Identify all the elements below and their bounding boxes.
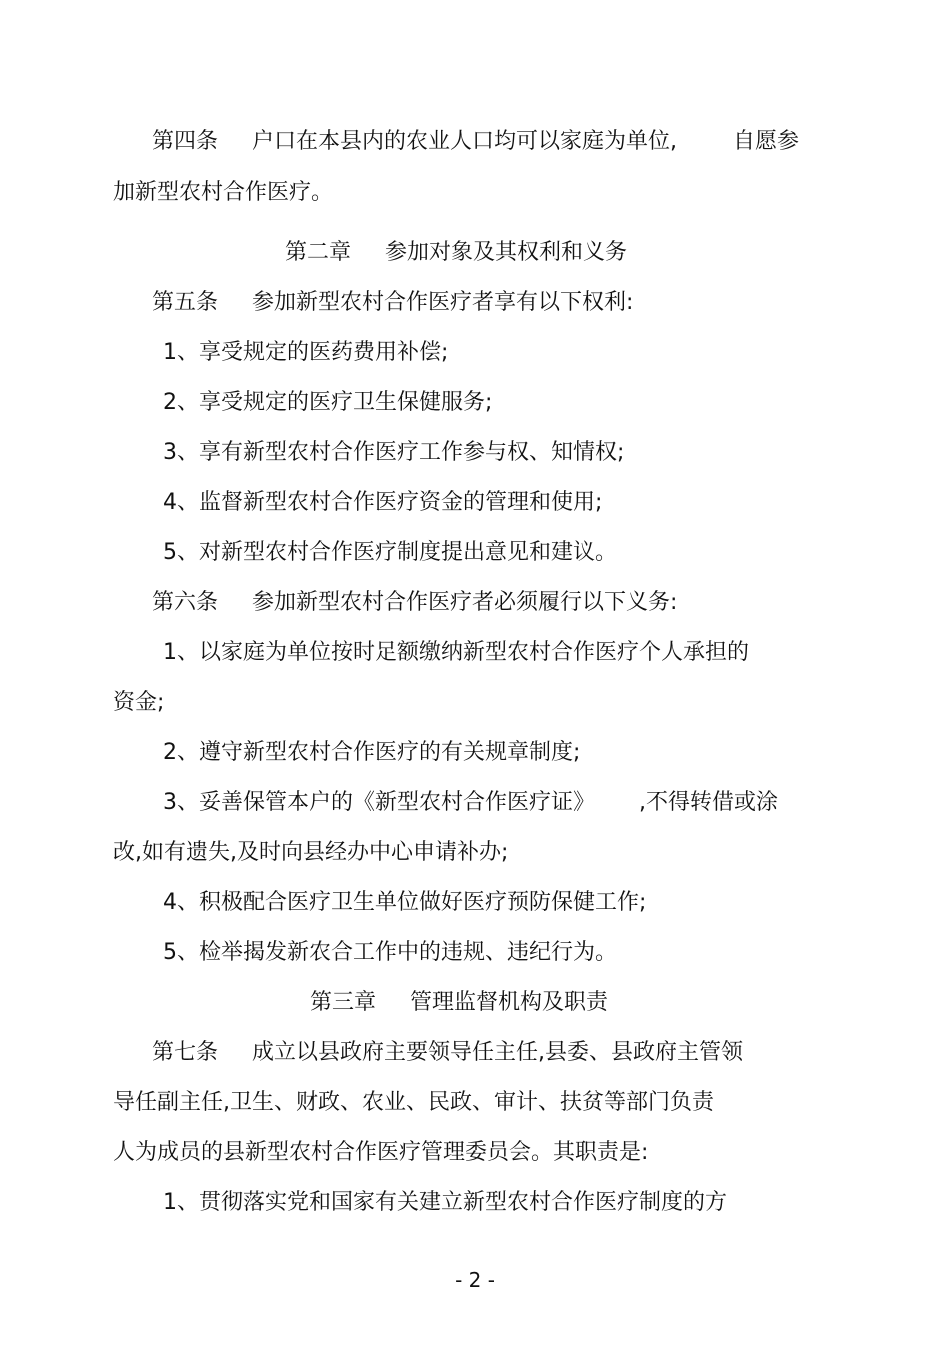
list-item: 2、遵守新型农村合作医疗的有关规章制度; — [163, 740, 581, 765]
list-item: 4、监督新型农村合作医疗资金的管理和使用; — [163, 490, 603, 515]
list-item: 1、以家庭为单位按时足额缴纳新型农村合作医疗个人承担的 — [163, 640, 749, 665]
article-label: 第五条 — [152, 290, 219, 315]
list-item: 2、享受规定的医疗卫生保健服务; — [163, 390, 493, 415]
article-7-line-1 — [152, 1038, 743, 1068]
article-label: 第七条 — [152, 1040, 219, 1065]
list-item-continuation: 改,如有遗失,及时向县经办中心申请补办; — [113, 840, 509, 865]
text-segment: 自愿参 — [733, 129, 800, 154]
article-5-line — [152, 288, 633, 318]
list-item-continuation: 资金; — [113, 690, 165, 715]
chapter-3-heading — [310, 988, 608, 1018]
list-item: 3、享有新型农村合作医疗工作参与权、知情权; — [163, 440, 625, 465]
list-item: 1、享受规定的医药费用补偿; — [163, 340, 449, 365]
text-segment: 加新型农村合作医疗。 — [113, 180, 334, 205]
article-7-line-3: 人为成员的县新型农村合作医疗管理委员会。其职责是: — [113, 1140, 649, 1165]
chapter-label: 第三章 — [310, 990, 377, 1015]
article-4-line-2 — [113, 178, 333, 208]
article-label: 第六条 — [152, 590, 219, 615]
list-item: 3、妥善保管本户的《新型农村合作医疗证》 ,不得转借或涂 — [163, 790, 778, 815]
article-label: 第四条 — [152, 129, 219, 154]
chapter-label: 第二章 — [285, 240, 352, 265]
list-item: 5、对新型农村合作医疗制度提出意见和建议。 — [163, 540, 617, 565]
list-item: 4、积极配合医疗卫生单位做好医疗预防保健工作; — [163, 890, 647, 915]
article-7-line-2: 导任副主任,卫生、财政、农业、民政、审计、扶贫等部门负责 — [113, 1090, 714, 1115]
chapter-title: 参加对象及其权利和义务 — [385, 240, 628, 265]
list-item: 1、贯彻落实党和国家有关建立新型农村合作医疗制度的方 — [163, 1190, 727, 1215]
chapter-title: 管理监督机构及职责 — [410, 990, 609, 1015]
chapter-2-heading — [285, 238, 627, 268]
text-segment: 成立以县政府主要领导任主任,县委、县政府主管领 — [252, 1040, 744, 1065]
list-item: 5、检举揭发新农合工作中的违规、违纪行为。 — [163, 940, 617, 965]
text-segment: 参加新型农村合作医疗者享有以下权利: — [252, 290, 634, 315]
page-number: - 2 - — [455, 1268, 495, 1292]
article-6-line — [152, 588, 677, 618]
text-segment: 参加新型农村合作医疗者必须履行以下义务: — [252, 590, 678, 615]
article-4-line-1 — [152, 127, 799, 157]
text-segment: 户口在本县内的农业人口均可以家庭为单位, — [252, 129, 678, 154]
